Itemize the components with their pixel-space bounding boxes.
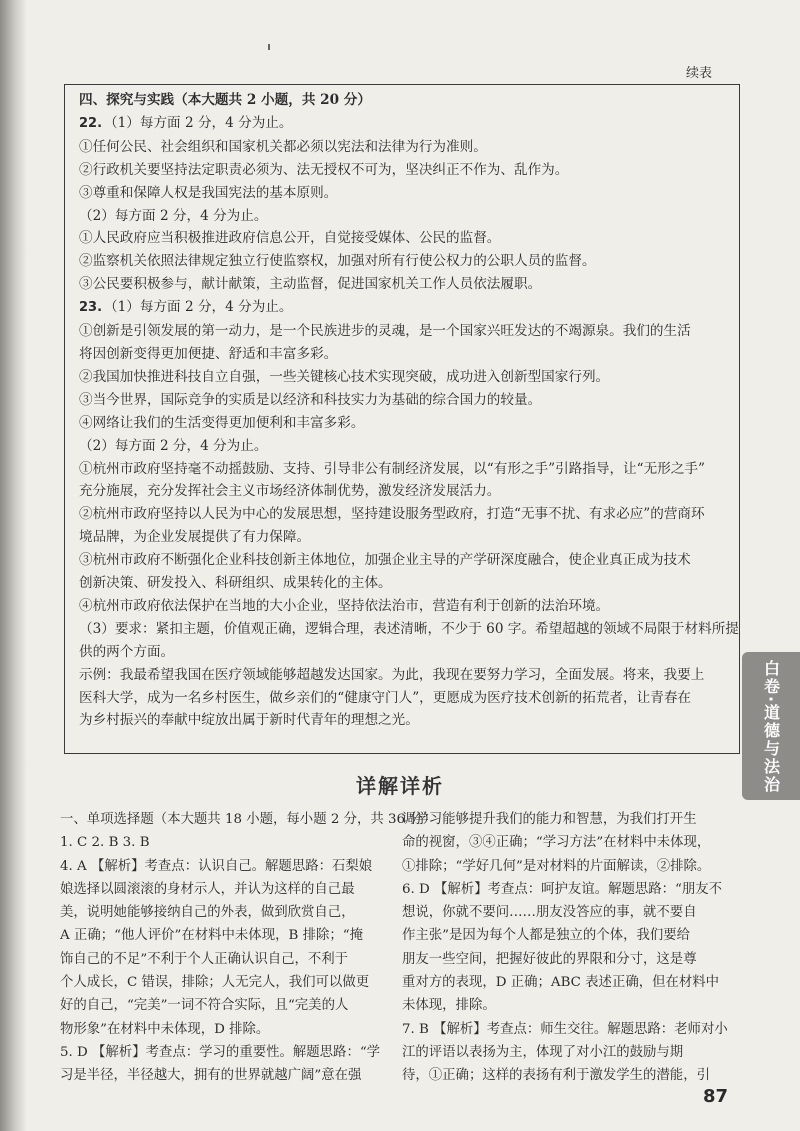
answer-text: ③杭州市政府不断强化企业科技创新主体地位，加强企业主导的产学研深度融合，使企业真正成为技术 bbox=[79, 552, 691, 569]
answer-text: ②我国加快推进科技自立自强，一些关键核心技术实现突破，成功进入创新型国家行列。 bbox=[79, 368, 610, 385]
explanation-line: 习是半径，半径越大，拥有的世界就越广阔”意在强 bbox=[60, 1068, 362, 1084]
explanation-line: 调学习能够提升我们的能力和智慧，为我们打开生 bbox=[402, 812, 697, 827]
page-number: 87 bbox=[703, 1086, 729, 1107]
answer-text: ④杭州市政府依法保护在当地的大小企业，坚持依法治市，营造有利于创新的法治环境。 bbox=[79, 597, 610, 614]
answer-line bbox=[79, 664, 731, 687]
section-title: 详解详析 bbox=[356, 774, 444, 798]
continued-label: 续表 bbox=[686, 66, 713, 81]
answer-text: ①任何公民、社会组织和国家机关都必须以宪法和法律为行为准则。 bbox=[79, 138, 487, 155]
answer-text: 境品牌，为企业发展提供了有力保障。 bbox=[79, 529, 311, 546]
explanation-line: 1. C 2. B 3. B bbox=[60, 835, 150, 851]
print-mark bbox=[268, 44, 270, 50]
answer-line bbox=[79, 595, 731, 618]
answer-text: 为乡村振兴的奉献中绽放出属于新时代青年的理想之光。 bbox=[79, 712, 419, 729]
answer-line bbox=[79, 503, 731, 526]
answer-line bbox=[79, 366, 731, 389]
section-heading: 四、探究与实践（本大题共 2 小题，共 20 分） bbox=[79, 92, 371, 108]
answer-line bbox=[79, 458, 731, 481]
answer-line bbox=[79, 182, 731, 205]
page-edge-shadow bbox=[0, 0, 26, 1131]
answer-text: ③当今世界，国际竞争的实质是以经济和科技实力为基础的综合国力的较量。 bbox=[79, 391, 542, 408]
answer-line bbox=[79, 480, 731, 503]
answer-text: ③公民要积极参与，献计献策，主动监督，促进国家机关工作人员依法履职。 bbox=[79, 276, 542, 293]
question-number: 22. bbox=[79, 115, 103, 131]
explanation-line: 7. B 【解析】考查点：师生交往。解题思路：老师对小 bbox=[402, 1021, 728, 1037]
answer-line bbox=[79, 641, 731, 664]
answer-lines bbox=[79, 112, 739, 732]
explanation-line: 个人成长，C 错误，排除；人无完人，我们可以做更 bbox=[60, 975, 370, 991]
explanation-line: 重对方的表现，D 正确；ABC 表述正确，但在材料中 bbox=[402, 975, 720, 991]
answer-text: 示例：我最希望我国在医疗领域能够超越发达国家。为此，我现在要努力学习，全面发展。将来，我要上 bbox=[79, 666, 705, 683]
explanation-line: 4. A 【解析】考查点：认识自己。解题思路：石梨娘 bbox=[60, 858, 373, 874]
answer-line bbox=[79, 389, 731, 412]
right-column bbox=[402, 808, 738, 1088]
explanation-line: 待，①正确；这样的表扬有利于激发学生的潜能，引 bbox=[402, 1068, 710, 1084]
side-tab-subject: 道德与法治 bbox=[761, 704, 781, 795]
explanation-line: 饰自己的不足”不利于个人正确认识自己，不利于 bbox=[60, 951, 349, 967]
answer-line bbox=[79, 205, 731, 228]
answer-line bbox=[79, 296, 731, 320]
answer-line bbox=[79, 412, 731, 435]
answer-text: （3）要求：紧扣主题，价值观正确，逻辑合理，表述清晰，不少于 60 字。希望超越的领域不局限于材料所提 bbox=[79, 620, 739, 637]
answer-box bbox=[64, 84, 740, 754]
answer-line bbox=[79, 273, 731, 296]
explanation-line: ①排除；“学好几何”是对材料的片面解读，②排除。 bbox=[402, 858, 711, 874]
explanation-line: 命的视窗，③④正确；“学习方法”在材料中未体现， bbox=[402, 835, 711, 851]
answer-text: 充分施展，充分发挥社会主义市场经济体制优势，激发经济发展活力。 bbox=[79, 483, 501, 500]
answer-line bbox=[79, 618, 739, 641]
left-column bbox=[60, 808, 437, 1088]
explanation-line: 好的自己，“完美”一词不符合实际，且“完美的人 bbox=[60, 998, 349, 1014]
answer-text: （2）每方面 2 分，4 分为止。 bbox=[79, 207, 268, 224]
answer-line bbox=[79, 227, 731, 250]
answer-text: ②杭州市政府坚持以人民为中心的发展思想，坚持建设服务型政府，打造“无事不扰、有求必应”的营商环 bbox=[79, 506, 705, 523]
answer-text: （2）每方面 2 分，4 分为止。 bbox=[79, 437, 268, 454]
explanation-line: 一、单项选择题（本大题共 18 小题，每小题 2 分，共 36 分） bbox=[60, 812, 437, 827]
explanation-line: 6. D 【解析】考查点：呵护友谊。解题思路：“朋友不 bbox=[402, 881, 723, 897]
answer-text: 将因创新变得更加便捷、舒适和丰富多彩。 bbox=[79, 345, 338, 362]
answer-text: ③尊重和保障人权是我国宪法的基本原则。 bbox=[79, 184, 338, 201]
explanation-line: 作主张”是因为每个人都是独立的个体，我们要给 bbox=[402, 928, 691, 944]
answer-text: ④网络让我们的生活变得更加便利和丰富多彩。 bbox=[79, 414, 365, 431]
side-tab-series: 白卷· bbox=[761, 660, 781, 705]
answer-text: ②监察机关依照法律规定独立行使监察权，加强对所有行使公权力的公职人员的监督。 bbox=[79, 253, 596, 270]
answer-line bbox=[79, 159, 731, 182]
explanation-line: 江的评语以表扬为主，体现了对小江的鼓励与期 bbox=[402, 1044, 684, 1060]
explanation-line: 5. D 【解析】考查点：学习的重要性。解题思路：“学 bbox=[60, 1044, 381, 1060]
answer-text: （1）每方面 2 分，4 分为止。 bbox=[104, 114, 293, 131]
answer-line bbox=[79, 687, 731, 710]
explanation-line: 娘选择以圆滚滚的身材示人，并认为这样的自己最 bbox=[60, 881, 355, 897]
explanation-line: 想说，你就不要问……朋友没答应的事，就不要自 bbox=[402, 905, 697, 921]
explanation-line: 美，说明她能够接纳自己的外表，做到欣赏自己， bbox=[60, 905, 355, 921]
answer-line bbox=[79, 526, 731, 549]
answer-text: ②行政机关要坚持法定职责必须为、法无授权不可为，坚决纠正不作为、乱作为。 bbox=[79, 161, 569, 178]
answer-text: ①人民政府应当积极推进政府信息公开，自觉接受媒体、公民的监督。 bbox=[79, 230, 501, 247]
answer-line bbox=[79, 343, 731, 366]
answer-text: 创新决策、研发投入、科研组织、成果转化的主体。 bbox=[79, 575, 392, 592]
answer-text: （1）每方面 2 分，4 分为止。 bbox=[104, 299, 293, 316]
answer-text: 医科大学，成为一名乡村医生，做乡亲们的“健康守门人”，更愿成为医疗技术创新的拓荒者，让青春在 bbox=[79, 689, 692, 706]
answer-text: ①杭州市政府坚持毫不动摇鼓励、支持、引导非公有制经济发展，以“有形之手”引路指导，让“无形之手” bbox=[79, 460, 705, 477]
question-number: 23. bbox=[79, 300, 103, 316]
answer-line bbox=[79, 136, 731, 159]
answer-line bbox=[79, 250, 731, 273]
explanation-line: 未体现，排除。 bbox=[402, 998, 496, 1014]
answer-text: 供的两个方面。 bbox=[79, 643, 175, 660]
answer-line bbox=[79, 709, 731, 732]
answer-text: ①创新是引领发展的第一动力，是一个民族进步的灵魂，是一个国家兴旺发达的不竭源泉。我们的生活 bbox=[79, 323, 691, 340]
explanation-line: 物形象”在材料中未体现，D 排除。 bbox=[60, 1021, 270, 1037]
answer-line bbox=[79, 435, 731, 458]
answer-line bbox=[79, 572, 731, 595]
explanation-line: A 正确；“他人评价”在材料中未体现，B 排除；“掩 bbox=[60, 928, 363, 944]
answer-line bbox=[79, 549, 731, 572]
explanation-line: 朋友一些空间，把握好彼此的界限和分寸，这是尊 bbox=[402, 951, 697, 967]
answer-line bbox=[79, 320, 731, 343]
answer-line bbox=[79, 112, 731, 136]
